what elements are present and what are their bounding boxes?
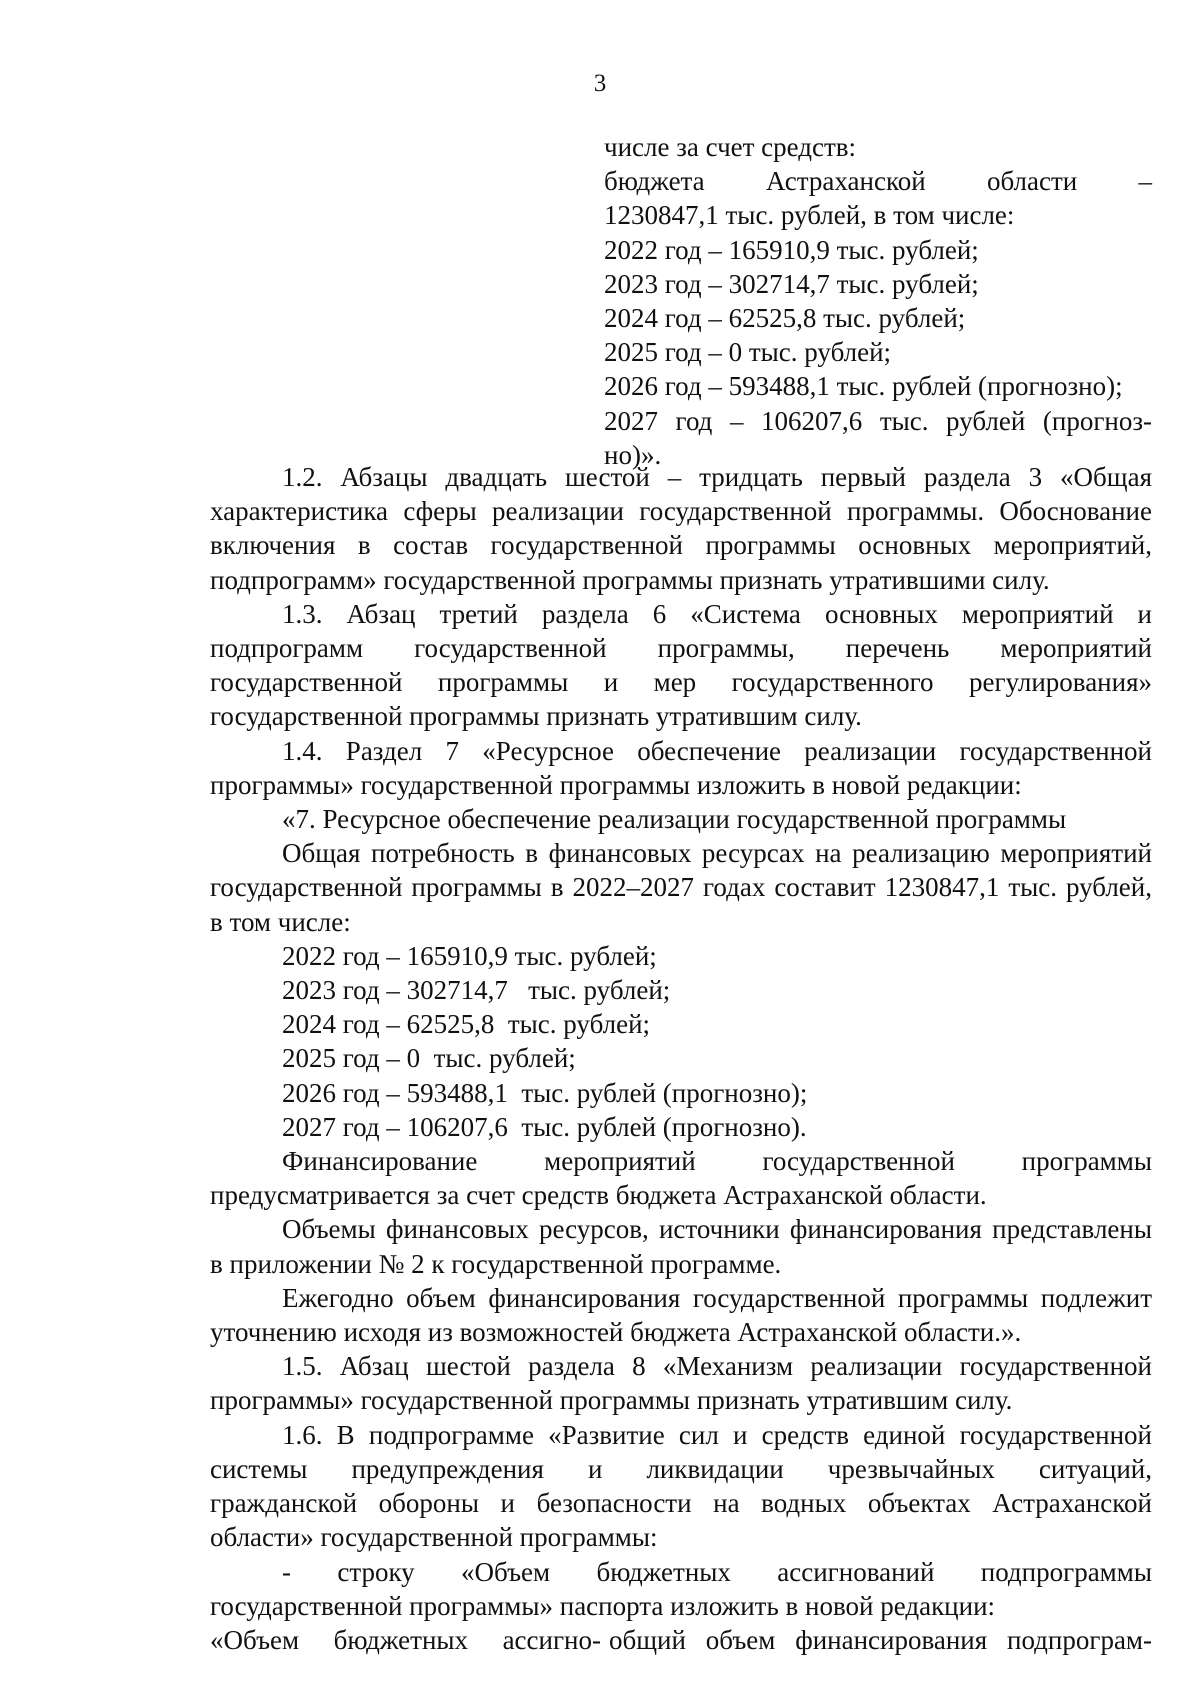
funding-line: 2024 год – 62525,8 тыс. рублей; bbox=[604, 303, 966, 334]
section-7-heading: «7. Ресурсное обеспечение реализации государственной программы bbox=[282, 804, 1067, 835]
year-amount-line: 2022 год – 165910,9 тыс. рублей; bbox=[282, 940, 657, 971]
year-amount-line: 2025 год – 0 тыс. рублей; bbox=[282, 1043, 576, 1074]
table-left-cell: «Объем бюджетных ассигно- bbox=[210, 1624, 601, 1655]
paragraph-1-3: 1.3. Абзац третий раздела 6 «Система основных мероприятий и подпрограмм государственной программы, перечень мероприятий государственной программы и мер государственного регулирования» государственной программы признать утратившим силу. bbox=[210, 598, 1152, 732]
funding-line: бюджета Астраханской области – bbox=[604, 166, 1152, 197]
paragraph-1-6-line2: системы предупреждения и ликвидации чрезвычайных ситуаций, bbox=[210, 1453, 1152, 1484]
paragraph-1-6-line1: 1.6. В подпрограмме «Развитие сил и средств единой государственной bbox=[282, 1419, 1152, 1450]
year-amount-line: 2026 год – 593488,1 тыс. рублей (прогнозно); bbox=[282, 1077, 808, 1108]
funding-line: 2027 год – 106207,6 тыс. рублей (прогноз- bbox=[604, 405, 1152, 436]
paragraph-1-2: 1.2. Абзацы двадцать шестой – тридцать первый раздела 3 «Общая характеристика сферы реализации государственной программы. Обоснование включения в состав государственной программы основных мероприятий, подпрограмм» государственной программы признать утратившими силу. bbox=[210, 462, 1152, 595]
document-body bbox=[210, 460, 1152, 1657]
paragraph-1-6-rest: гражданской обороны и безопасности на водных объектах Астраханской области» государственной программы: bbox=[210, 1488, 1152, 1553]
year-amount-line: 2023 год – 302714,7 тыс. рублей; bbox=[282, 975, 671, 1006]
table-right-cell: общий объем финансирования подпрограм- bbox=[609, 1624, 1152, 1655]
paragraph-financing: Финансирование мероприятий государственной программы предусматривается за счет средств бюджета Астраханской области. bbox=[210, 1146, 1152, 1211]
year-amount-line: 2024 год – 62525,8 тыс. рублей; bbox=[282, 1009, 651, 1040]
passport-funding-continuation bbox=[604, 130, 1152, 472]
paragraph-row-line1: - строку «Объем бюджетных ассигнований подпрограммы bbox=[282, 1556, 1152, 1587]
funding-line: 2023 год – 302714,7 тыс. рублей; bbox=[604, 268, 979, 299]
year-amount-line: 2027 год – 106207,6 тыс. рублей (прогнозно). bbox=[282, 1111, 807, 1142]
passport-table-row bbox=[210, 1623, 1152, 1657]
funding-line: 2026 год – 593488,1 тыс. рублей (прогнозно); bbox=[604, 371, 1123, 402]
funding-line: 2022 год – 165910,9 тыс. рублей; bbox=[604, 234, 979, 265]
funding-line: 2025 год – 0 тыс. рублей; bbox=[604, 337, 892, 368]
funding-line: но)». bbox=[604, 439, 662, 470]
paragraph-row-rest: государственной программы» паспорта изложить в новой редакции: bbox=[210, 1590, 996, 1621]
paragraph-1-5: 1.5. Абзац шестой раздела 8 «Механизм реализации государственной программы» государственной программы признать утратившим силу. bbox=[210, 1351, 1152, 1416]
paragraph-total-need: Общая потребность в финансовых ресурсах на реализацию мероприятий государственной программы в 2022–2027 годах составит 1230847,1 тыс. рублей, в том числе: bbox=[210, 838, 1152, 937]
paragraph-annual: Ежегодно объем финансирования государственной программы подлежит уточнению исходя из возможностей бюджета Астраханской области.». bbox=[210, 1282, 1152, 1348]
paragraph-volumes: Объемы финансовых ресурсов, источники финансирования представлены в приложении № 2 к государственной программе. bbox=[210, 1214, 1152, 1279]
page-number: 3 bbox=[593, 70, 607, 97]
paragraph-1-4: 1.4. Раздел 7 «Ресурсное обеспечение реализации государственной программы» государственной программы изложить в новой редакции: bbox=[210, 735, 1152, 800]
funding-line: числе за счет средств: bbox=[604, 132, 857, 162]
funding-line: 1230847,1 тыс. рублей, в том числе: bbox=[604, 200, 1015, 231]
